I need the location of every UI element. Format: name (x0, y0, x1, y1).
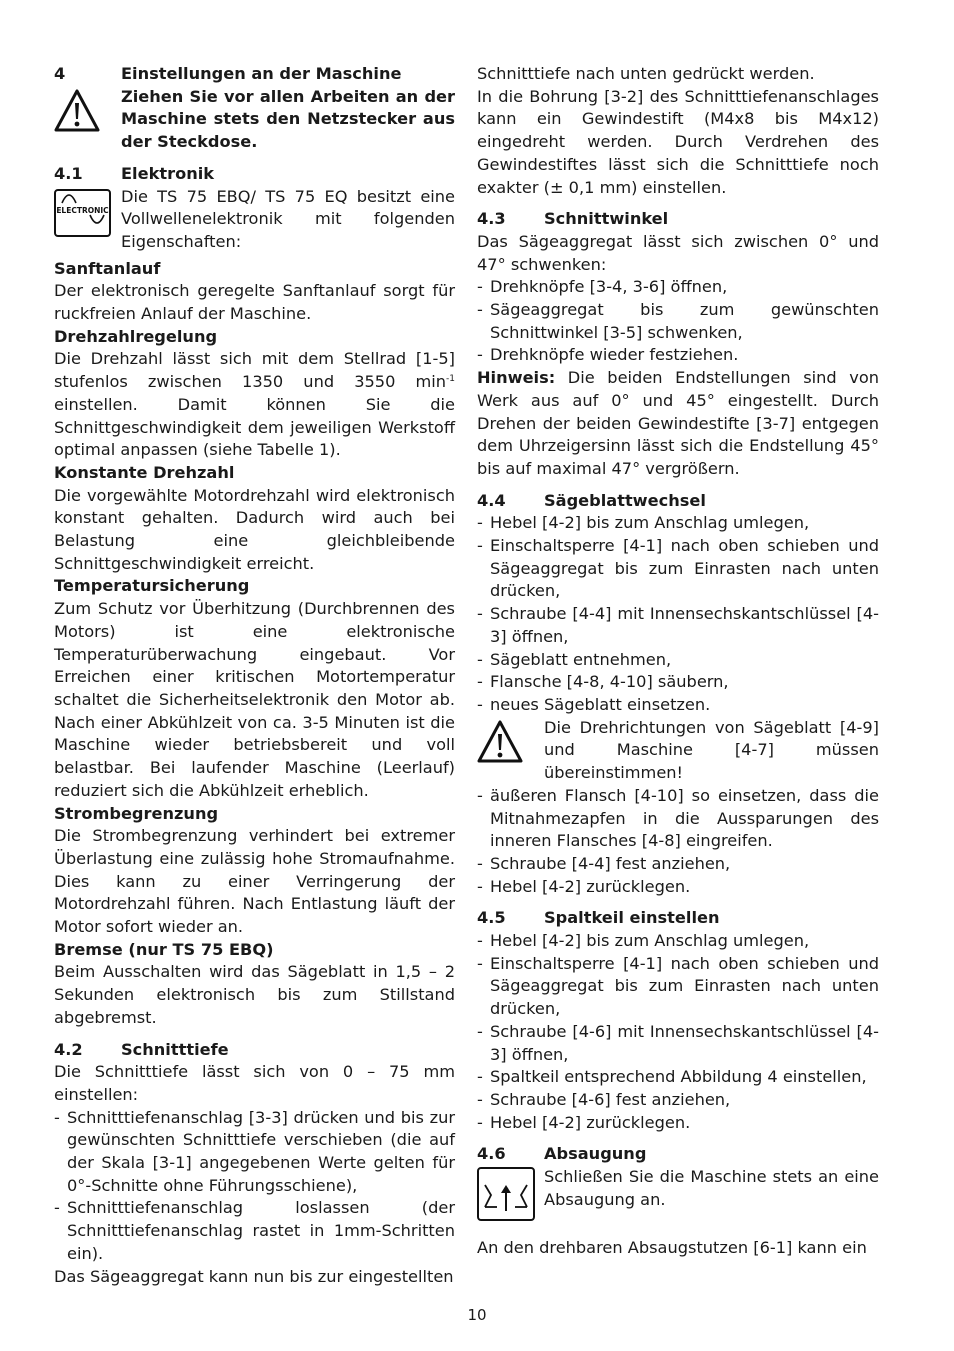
electronic-icon (54, 186, 121, 254)
drehzahlregelung-text: Die Drehzahl lässt sich mit dem Stellrad [1-5] stufenlos zwischen 1350 und 3550 $\min^{-1}$ einstellen. Damit können Sie die Schnittgeschwindigkeit dem jeweiligen Werkstoff optimal anpassen (siehe Tabelle 1). (54, 349, 455, 460)
absaugung-info (477, 1166, 879, 1228)
bremse-text: Beim Ausschalten wird das Sägeblatt in 1,5 – 2 Sekunden elektronisch bis zum Stillstand abgebremst. (54, 962, 455, 1027)
list-item: - Einschaltsperre [4-1] nach oben schieben und Sägeaggregat bis zum Einrasten nach unten drücken, (477, 535, 879, 603)
warning-text: Ziehen Sie vor allen Arbeiten an der Maschine stets den Netzstecker aus der Steckdose. (121, 86, 455, 152)
sanftanlauf-title: Sanftanlauf (54, 258, 161, 278)
list-item: - neues Sägeblatt einsetzen. (477, 694, 879, 717)
section-heading-4-5 (477, 907, 879, 930)
section-number: 4 (54, 64, 66, 83)
section-heading-4-4 (477, 490, 879, 513)
list-item: - Schraube [4-4] mit Innensechskantschlüssel [4-3] öffnen, (477, 603, 879, 648)
list-item: - Schnitttiefenanschlag loslassen (der Schnitttiefenanschlag rastet in 1mm-Schritten ein). (54, 1197, 455, 1265)
electronic-intro (54, 186, 455, 254)
section-title: Einstellungen an der Maschine (121, 64, 402, 83)
list-item: - Hebel [4-2] zurücklegen. (477, 1112, 879, 1135)
list-item: - Spaltkeil entsprechend Abbildung 4 einstellen, (477, 1066, 879, 1089)
section-number: 4.4 (477, 490, 506, 510)
sanftanlauf-text: Der elektronisch geregelte Sanftanlauf sorgt für ruckfreien Anlauf der Maschine. (54, 281, 455, 324)
list-item: - Schraube [4-6] fest anziehen, (477, 1089, 879, 1112)
absaugung-text: Schließen Sie die Maschine stets an eine Absaugung an. (544, 1167, 879, 1209)
list-item: - Drehknöpfe [3-4, 3-6] öffnen, (477, 276, 879, 299)
schnittwinkel-intro: Das Sägeaggregat lässt sich zwischen 0° und 47° schwenken: (477, 231, 879, 274)
warning-text: Die Drehrichtungen von Sägeblatt [4-9] und Maschine [4-7] müssen übereinstimmen! (544, 717, 879, 783)
section-number: 4.1 (54, 163, 83, 183)
electronic-intro-text: Die TS 75 EBQ/ TS 75 EQ besitzt eine Vollwellenelektronik mit folgenden Eigenschaften: (121, 186, 455, 251)
bremse-title: Bremse (nur TS 75 EBQ) (54, 939, 274, 959)
safety-warning (54, 86, 455, 154)
list-item: - äußeren Flansch [4-10] so einsetzen, dass die Mitnahmezapfen in die Aussparungen des inneren Flansches [4-8] eingreifen. (477, 785, 879, 853)
spaltkeil-steps (477, 930, 879, 1134)
section-heading-4-1 (54, 163, 455, 186)
left-column (54, 63, 455, 1288)
saegeblattwechsel-steps-continued (477, 785, 879, 899)
list-item: - Schnitttiefenanschlag [3-3] drücken und bis zur gewünschten Schnitttiefe verschieben (die auf der Skala [3-1] angegebenen Werte gelten für 0°-Schnitte ohne Führungsschiene), (54, 1107, 455, 1198)
section-heading-4 (54, 63, 455, 86)
section-number: 4.5 (477, 908, 506, 928)
list-item: - Einschaltsperre [4-1] nach oben schieben und Sägeaggregat bis zum Einrasten nach unten drücken, (477, 953, 879, 1021)
list-item: - Schraube [4-6] mit Innensechskantschlüssel [4-3] öffnen, (477, 1021, 879, 1066)
section-heading-4-3 (477, 208, 879, 231)
section-heading-4-2 (54, 1039, 455, 1062)
bohrung-text: In die Bohrung [3-2] des Schnitttiefenanschlages kann ein Gewindestift (M4x8 bis M4x12) eingedreht werden. Durch Verdrehen des Gewindestiftes lässt sich die Schnitttiefe noch exakter (± 0,1 mm) einstellen. (477, 86, 879, 197)
temperatursicherung-title: Temperatursicherung (54, 576, 250, 596)
temperatursicherung-text: Zum Schutz vor Überhitzung (Durchbrennen des Motors) ist eine elektronische Temperaturüberwachung eingebaut. Vor Erreichen einer kritischen Motortemperatur schaltet die Sicherheitselektronik den Motor ab. Nach einer Abkühlzeit von ca. 3-5 Minuten ist die Maschine wieder betriebsbereit und voll belastbar. Bei laufender Maschine (Leerlauf) reduziert sich die Abkühlzeit erheblich. (54, 599, 455, 800)
section-number: 4.6 (477, 1144, 506, 1164)
drehrichtung-warning (477, 717, 879, 785)
svg-text:ELECTRONIC: ELECTRONIC (56, 205, 109, 215)
schnitttiefe-continued: Schnitttiefe nach unten gedrückt werden. (477, 64, 815, 83)
schnittwinkel-steps (477, 276, 879, 367)
konstante-drehzahl-title: Konstante Drehzahl (54, 462, 235, 482)
list-item: - Sägeblatt entnehmen, (477, 649, 879, 672)
list-item: - Sägeaggregat bis zum gewünschten Schnittwinkel [3-5] schwenken, (477, 299, 879, 344)
section-number: 4.2 (54, 1039, 83, 1059)
section-title: Elektronik (121, 163, 215, 183)
saegeblattwechsel-steps (477, 512, 879, 716)
schnitttiefe-steps (54, 1107, 455, 1266)
strombegrenzung-title: Strombegrenzung (54, 803, 219, 823)
right-column (477, 63, 879, 1259)
list-item: - Drehknöpfe wieder festziehen. (477, 344, 879, 367)
warning-triangle-icon (477, 717, 544, 785)
section-heading-4-6 (477, 1143, 879, 1166)
hinweis-note: Hinweis: Die beiden Endstellungen sind von Werk aus auf 0° und 45° eingestellt. Durch Drehen der beiden Gewindestifte [3-7] entgegen dem Uhrzeigersinn lässt sich die Endstellung 45° bis auf maximal 47° vergrößern. (477, 368, 879, 478)
absaugung-outro: An den drehbaren Absaugstutzen [6-1] kann ein (477, 1237, 867, 1257)
konstante-drehzahl-text: Die vorgewählte Motordrehzahl wird elektronisch konstant gehalten. Dadurch wird auch bei Belastung eine gleichbleibende Schnittgeschwindigkeit erreicht. (54, 485, 455, 573)
list-item: - Hebel [4-2] zurücklegen. (477, 876, 879, 899)
page-number: 10 (467, 1306, 487, 1324)
list-item: - Schraube [4-4] fest anziehen, (477, 853, 879, 876)
section-title: Schnitttiefe (121, 1039, 229, 1059)
schnitttiefe-intro: Die Schnitttiefe lässt sich von 0 – 75 mm einstellen: (54, 1062, 455, 1104)
section-title: Absaugung (544, 1144, 647, 1164)
schnitttiefe-outro: Das Sägeaggregat kann nun bis zur eingestellten (54, 1266, 454, 1286)
section-title: Spaltkeil einstellen (544, 908, 720, 928)
drehzahlregelung-title: Drehzahlregelung (54, 326, 218, 346)
warning-triangle-icon (54, 86, 121, 154)
strombegrenzung-text: Die Strombegrenzung verhindert bei extremer Überlastung eine zulässig hohe Stromaufnahme. Dies kann zu einer Verringerung der Motordrehzahl führen. Nach Entlastung läuft der Motor sofort wieder an. (54, 826, 455, 937)
list-item: - Flansche [4-8, 4-10] säubern, (477, 671, 879, 694)
section-title: Schnittwinkel (544, 209, 669, 229)
section-title: Sägeblattwechsel (544, 490, 706, 510)
list-item: - Hebel [4-2] bis zum Anschlag umlegen, (477, 512, 879, 535)
list-item: - Hebel [4-2] bis zum Anschlag umlegen, (477, 930, 879, 953)
dust-extraction-icon (477, 1166, 544, 1228)
section-number: 4.3 (477, 209, 506, 229)
